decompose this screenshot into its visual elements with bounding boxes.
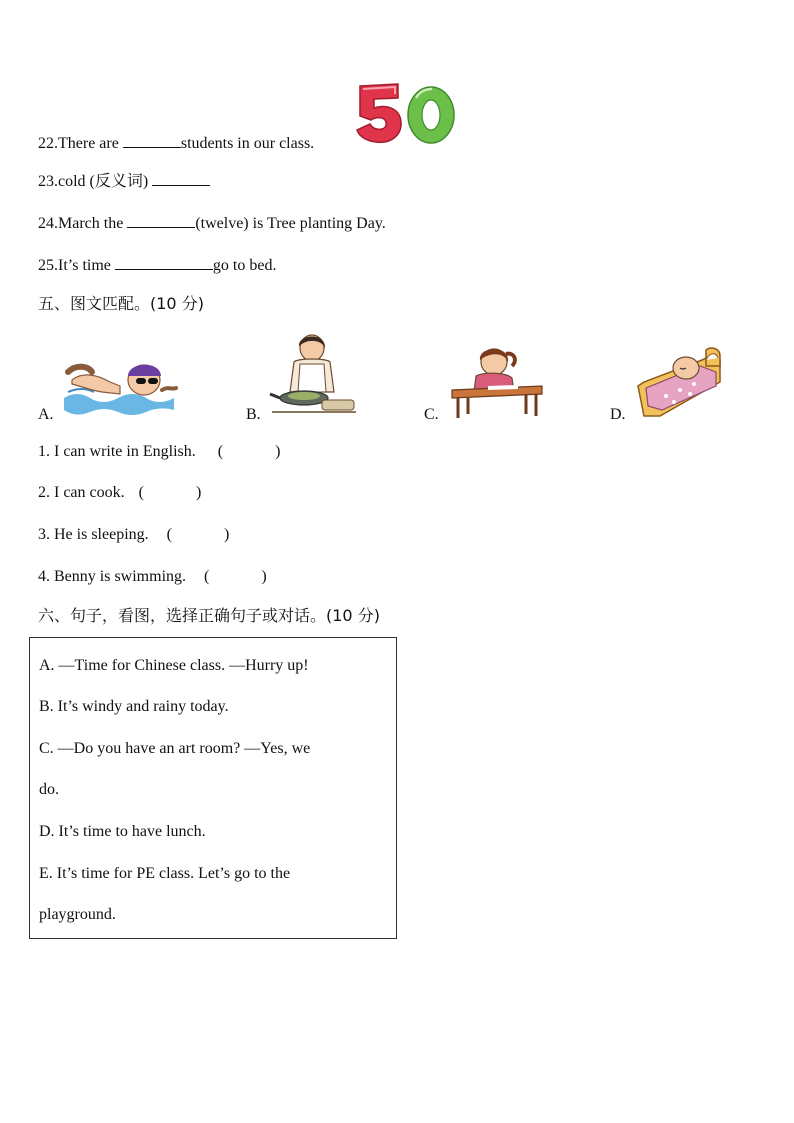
question-25-before: It’s time: [58, 257, 115, 274]
question-24-after: (twelve) is Tree planting Day.: [195, 215, 386, 232]
question-22-after: students in our class.: [180, 135, 315, 152]
matching-question-1: [38, 442, 280, 462]
matching-question-3-paren-open: (: [166, 526, 172, 543]
section-6-heading: 六、句子，看图，选择正确句子或对话。(10 分): [38, 606, 380, 625]
matching-question-2-text: 2. I can cook.: [38, 484, 125, 501]
option-c-label: C.: [424, 406, 439, 423]
matching-question-4-paren-close: ): [261, 568, 267, 585]
section-5-heading: 五、图文匹配。(10 分): [38, 294, 204, 313]
question-25-number: 25.: [38, 257, 58, 274]
question-24-number: 24.: [38, 215, 58, 232]
cooking-girl-image: [268, 332, 358, 416]
option-b-label: B.: [246, 406, 261, 423]
logo-digit-5: [357, 84, 401, 142]
sentence-option-c: C. —Do you have an art room? —Yes, we: [39, 740, 311, 757]
matching-question-2: [38, 483, 201, 503]
matching-question-4-text: 4. Benny is swimming.: [38, 568, 187, 585]
writing-girl-image: [448, 344, 546, 420]
matching-question-3: [38, 525, 229, 545]
question-24-blank[interactable]: [127, 213, 195, 228]
question-22-blank[interactable]: [123, 133, 181, 148]
sentence-option-e: E. It’s time for PE class. Let’s go to the: [39, 865, 291, 882]
sentence-option-d: D. It’s time to have lunch.: [39, 823, 206, 840]
sentence-options-box: [29, 637, 397, 939]
question-23-number: 23.: [38, 173, 58, 190]
question-24-before: March the: [58, 215, 128, 232]
option-d-label: D.: [610, 406, 626, 423]
matching-question-4: [38, 567, 267, 587]
question-23: [38, 171, 210, 192]
swimming-boy-image: [62, 350, 180, 418]
question-22: [38, 133, 314, 154]
matching-question-1-paren-open: (: [217, 443, 224, 460]
matching-question-3-paren-close: ): [223, 526, 230, 543]
question-22-number: 22.: [38, 135, 58, 152]
matching-question-2-paren-open: (: [138, 484, 144, 501]
logo-50-image: [354, 80, 458, 146]
question-25-after: go to bed.: [212, 257, 277, 274]
matching-question-1-paren-close: ): [275, 443, 281, 460]
option-a-label: A.: [38, 406, 54, 423]
matching-question-4-paren-open: (: [204, 568, 210, 585]
question-25-blank[interactable]: [115, 255, 213, 270]
question-22-before: There are: [58, 135, 123, 152]
question-23-blank[interactable]: [152, 171, 210, 186]
question-25: [38, 255, 276, 276]
matching-question-1-text: 1. I can write in English.: [38, 443, 196, 460]
matching-question-3-text: 3. He is sleeping.: [38, 526, 149, 543]
matching-question-2-paren-close: ): [195, 484, 202, 501]
sleeping-boy-image: [636, 346, 722, 420]
sentence-option-b: B. It’s windy and rainy today.: [39, 698, 229, 715]
question-23-text: cold (反义词): [58, 173, 153, 190]
question-24: [38, 213, 386, 234]
logo-digit-0: [408, 87, 454, 143]
sentence-option-e-continued: playground.: [39, 906, 116, 923]
sentence-option-a: A. —Time for Chinese class. —Hurry up!: [39, 657, 309, 674]
sentence-option-c-continued: do.: [39, 781, 59, 798]
